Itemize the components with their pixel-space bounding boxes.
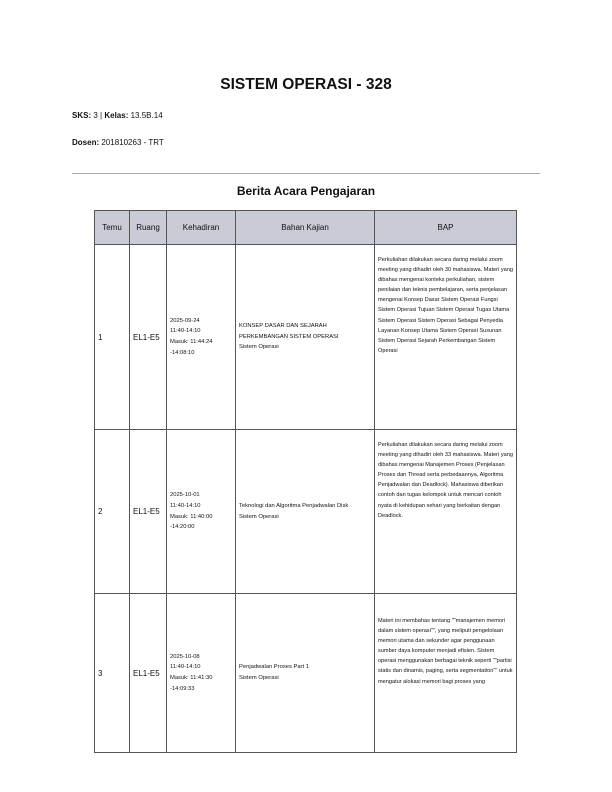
kehadiran-keluar: -14:20:00	[170, 524, 195, 531]
table-row	[95, 594, 517, 753]
header-ruang: Ruang	[130, 211, 167, 245]
sks-value: 3	[93, 111, 98, 120]
header-kehadiran: Kehadiran	[167, 211, 236, 245]
document-title: SISTEM OPERASI - 328	[220, 76, 392, 93]
bahan-kajian-course: Sistem Operasi	[239, 675, 279, 681]
divider	[72, 173, 540, 174]
kehadiran-masuk: Masuk: 11:44:24	[170, 339, 213, 345]
bahan-kajian-topic: Teknologi dan Algoritma Penjadwalan Disk	[239, 502, 349, 509]
kehadiran-date: 2025-09-24	[170, 317, 200, 324]
kehadiran-masuk: Masuk: 11:41:30	[170, 675, 213, 681]
bahan-kajian-cell	[236, 430, 375, 594]
header-bahan-kajian: Bahan Kajian	[236, 211, 375, 245]
kehadiran-time: 11:40-14:10	[170, 502, 201, 509]
temu-cell: 2	[95, 430, 130, 594]
kehadiran-time: 11:40-14:10	[170, 328, 201, 335]
kelas-value: 13.5B.14	[130, 111, 163, 120]
course-meta	[72, 111, 163, 120]
table-row	[95, 245, 517, 430]
kehadiran-masuk: Masuk: 11:40:00	[170, 513, 213, 520]
kehadiran-keluar: -14:09:33	[170, 685, 195, 692]
table-header-row	[95, 211, 517, 245]
ruang-cell: EL1-E5	[130, 245, 167, 430]
dosen-label: Dosen:	[72, 138, 100, 147]
header-bap: BAP	[375, 211, 517, 245]
temu-cell: 3	[95, 594, 130, 753]
dosen-value: 201810263 - TRT	[101, 138, 164, 147]
sks-label: SKS:	[72, 111, 92, 120]
table-row	[95, 430, 517, 594]
bahan-kajian-cell	[236, 245, 375, 430]
bahan-kajian-course: Sistem Operasi	[239, 513, 279, 520]
ruang-cell: EL1-E5	[130, 594, 167, 753]
kehadiran-keluar: -14:08:10	[170, 349, 195, 356]
kehadiran-cell	[167, 594, 236, 753]
bahan-kajian-cell	[236, 594, 375, 753]
bahan-kajian-topic: Penjadwalan Proses Part 1	[239, 664, 309, 671]
kelas-label: Kelas:	[104, 111, 129, 120]
section-title: Berita Acara Pengajaran	[236, 184, 376, 198]
teaching-report-table	[94, 210, 517, 753]
kehadiran-date: 2025-10-01	[170, 492, 200, 499]
bahan-kajian-topic: KONSEP DASAR DAN SEJARAH PERKEMBANGAN SISTEM OPERASI	[239, 323, 339, 340]
bahan-kajian-course: Sistem Operasi	[239, 344, 279, 351]
kehadiran-time: 11:40-14:10	[170, 664, 201, 671]
header-temu: Temu	[95, 211, 130, 245]
bap-cell: Perkuliahan dilakukan secara daring melalui zoom meeting yang dihadiri oleh 30 mahasiswa. Materi yang dibahas mengenai konteks perkuliahan, sistem penilaian dan teknis pembelajaran, serta penjelasan mengenai Konsep Dasar Sistem Operasi Fungsi Sistem Operasi Tujuan Sistem Operasi Tugas Utama Sistem Operasi Sistem Operasi Sebagai Penyedia Layanan Konsep Utama Sistem Operasi Susunan Sistem Operasi Sejarah Perkembangan Sistem Operasi	[375, 245, 517, 430]
meta-separator: |	[100, 111, 103, 120]
kehadiran-cell	[167, 245, 236, 430]
bap-cell: Perkuliahan dilakukan secara daring melalui zoom meeting yang dihadiri oleh 33 mahasiswa. Materi yang dibahas mengenai Manajemen Proses (Penjelasan Proses dan Thread serta perbedaannya, Algoritma Penjadwalan dan Deadlock). Mahasiswa diberikan contoh dan tugas kelompok untuk mencari contoh nyata di kehidupan sehari yang berkaitan dengan Deadlock.	[375, 430, 517, 594]
bap-cell: Materi ini membahas tentang ""manajemen memori dalam sistem operasi"", yang meliputi pengelolaan memori utama dan sekunder agar penggunaan sumber daya komputer menjadi efisien. Sistem operasi menggunakan berbagai teknik seperti ""partisi statis dan dinamis, paging, serta segmentation"" untuk mengatur alokasi memori bagi proses yang	[375, 594, 517, 753]
temu-cell: 1	[95, 245, 130, 430]
lecturer-meta	[72, 138, 164, 147]
kehadiran-date: 2025-10-08	[170, 653, 200, 660]
kehadiran-cell	[167, 430, 236, 594]
ruang-cell: EL1-E5	[130, 430, 167, 594]
